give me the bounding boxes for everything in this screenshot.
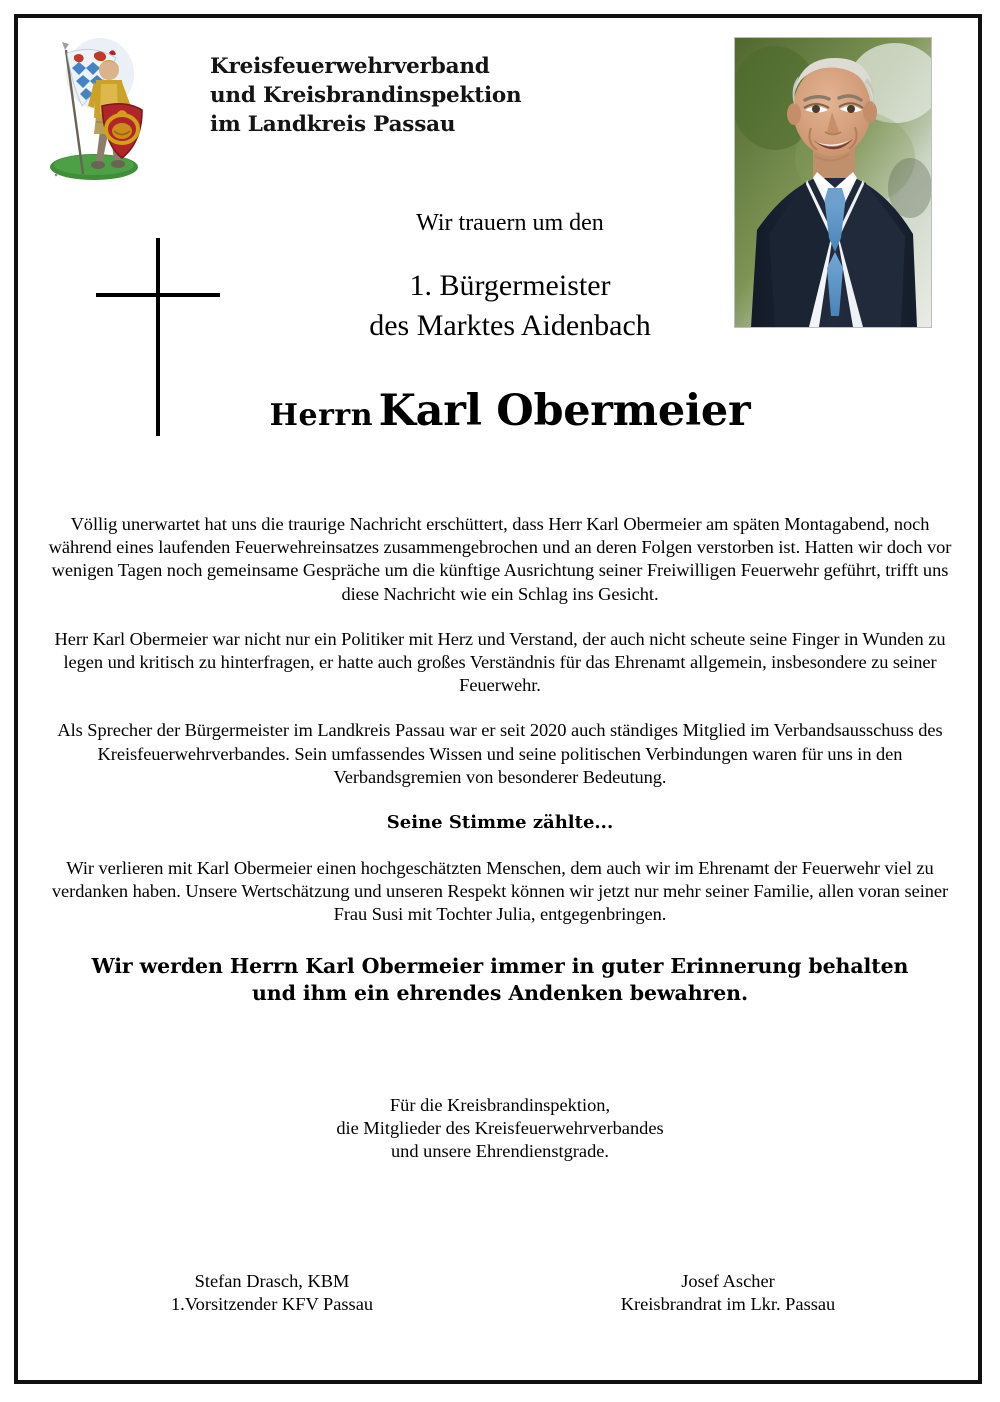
org-title-line-1: Kreisfeuerwehrverband	[210, 54, 490, 79]
closing-bold-line-2: und ihm ein ehrendes Andenken bewahren.	[252, 980, 748, 1005]
body-paragraph-1: Völlig unerwartet hat uns die traurige Nachricht erschüttert, dass Herr Karl Obermeier am späten Montagabend, noch während eines laufenden Feuerwehreinsatzes zusammengebrochen und an deren Folgen verstorben ist. Hatten wir doch vor wenigen Tagen noch gemeinsame Gespräche um die künftige Ausrichtung seiner Freiwilligen Feuerwehr geführt, trifft uns diese Nachricht wie ein Schlag ins Gesicht.	[48, 514, 952, 604]
body-paragraph-3: Als Sprecher der Bürgermeister im Landkreis Passau war er seit 2020 auch ständiges Mitglied im Verbandsausschuss des Kreisfeuerwehrverbandes. Sein umfassendes Wissen und seine politischen Verbindungen waren für uns in den Verbandsgremien von besonderer Bedeutung.	[57, 720, 943, 787]
deceased-name	[100, 386, 920, 436]
closing-line-3: und unsere Ehrendienstgrade.	[390, 1141, 610, 1162]
deceased-role	[210, 266, 810, 346]
role-line-1: 1. Bürgermeister	[409, 269, 611, 302]
signature-left-name: Stefan Drasch, KBM	[194, 1271, 350, 1291]
signature-block	[44, 1270, 956, 1317]
org-title-line-2: und Kreisbrandinspektion	[210, 83, 522, 108]
closing-block	[44, 1094, 956, 1164]
signature-right-name: Josef Ascher	[681, 1271, 775, 1291]
organisation-title	[210, 52, 522, 139]
bavarian-knight-crest-icon	[38, 34, 146, 184]
signature-left-role: 1.Vorsitzender KFV Passau	[170, 1294, 374, 1315]
role-line-2: des Marktes Aidenbach	[369, 309, 651, 342]
closing-line-2: die Mitglieder des Kreisfeuerwehrverbandes	[336, 1118, 664, 1139]
body-paragraph-2: Herr Karl Obermeier war nicht nur ein Politiker mit Herz und Verstand, der auch nicht scheute seine Finger in Wunden zu legen und kritisch zu hinterfragen, er hatte auch großes Verständnis für das Ehrenamt allgemein, insbesondere zu seiner Feuerwehr.	[54, 628, 946, 696]
closing-bold-line-1: Wir werden Herrn Karl Obermeier immer in guter Erinnerung behalten	[91, 953, 909, 978]
emphasis-line: Seine Stimme zählte...	[386, 812, 614, 834]
obituary-body	[44, 513, 956, 1007]
signature-left	[44, 1270, 500, 1317]
name-full: Karl Obermeier	[378, 386, 751, 436]
cross-horizontal-bar	[96, 293, 220, 297]
signature-right-role: Kreisbrandrat im Lkr. Passau	[620, 1294, 836, 1315]
name-salutation: Herrn	[269, 398, 374, 433]
closing-line-1: Für die Kreisbrandinspektion,	[389, 1095, 611, 1115]
body-paragraph-4: Wir verlieren mit Karl Obermeier einen hochgeschätzten Menschen, dem auch wir im Ehrenamt der Feuerwehr viel zu verdanken haben. Unsere Wertschätzung und unseren Respekt können wir jetzt nur mehr seiner Familie, allen voran seiner Frau Susi mit Tochter Julia, entgegenbringen.	[51, 858, 949, 925]
document-header	[0, 0, 1000, 200]
closing-bold-statement	[44, 953, 956, 1007]
mourning-intro-line: Wir trauern um den	[416, 210, 604, 236]
org-title-line-3: im Landkreis Passau	[210, 112, 456, 137]
signature-right	[500, 1270, 956, 1317]
